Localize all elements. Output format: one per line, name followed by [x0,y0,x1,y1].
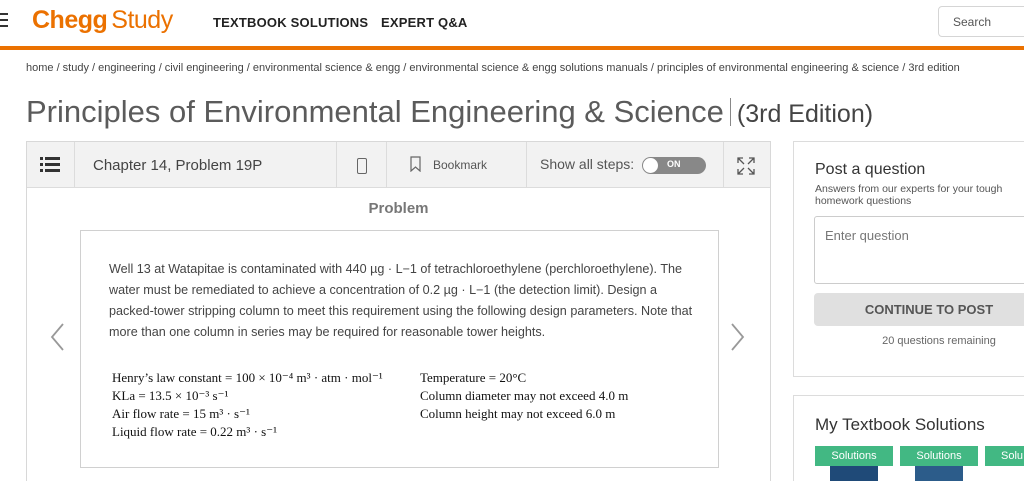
param-liquid-flow: Liquid flow rate = 0.22 m³ · s⁻¹ [112,424,277,439]
nav-textbook-solutions[interactable]: TEXTBOOK SOLUTIONS [213,15,369,30]
search-input[interactable]: Search [938,6,1024,37]
book-title: Principles of Environmental Engineering & Science [26,94,724,129]
my-textbook-solutions-card [793,395,1024,481]
param-henry: Henry’s law constant = 100 × 10⁻⁴ m³ · atm · mol⁻¹ [112,370,383,385]
solutions-tab[interactable]: Solu [985,446,1024,466]
list-icon [40,157,60,173]
post-question-card [793,141,1024,377]
questions-remaining-text: 20 questions remaining [882,335,996,347]
solutions-tab[interactable]: Solutions [815,446,893,466]
param-air-flow: Air flow rate = 15 m³ · s⁻¹ [112,406,250,421]
problem-statement-box [80,230,719,468]
breadcrumb[interactable]: home / study / engineering / civil engineering / environmental science & engg / environmental science & engg solutions manuals / principles of environmental engineering & science / 3rd edition [26,62,960,74]
header-divider [0,46,1024,50]
continue-to-post-button[interactable]: CONTINUE TO POST [814,293,1024,326]
show-steps-label: Show all steps: [540,156,635,172]
next-arrow-icon[interactable] [730,322,746,352]
logo-chegg: Chegg [32,6,108,34]
previous-arrow-icon[interactable] [49,322,65,352]
page-title [26,94,873,130]
questions-remaining [814,335,1024,347]
toggle-state: ON [667,159,681,169]
chapter-selector[interactable] [75,142,337,188]
param-column-diameter: Column diameter may not exceed 4.0 m [420,388,629,403]
my-textbook-solutions-title: My Textbook Solutions [815,415,985,434]
book-cover-thumbnail[interactable] [830,466,878,481]
top-bar [0,0,1024,46]
expand-icon [736,156,756,176]
bookmark-label: Bookmark [433,158,488,172]
bookmark-icon [410,156,421,172]
problem-heading: Problem [368,200,429,217]
bookmark-button[interactable] [387,142,527,188]
table-of-contents-button[interactable] [27,142,75,188]
question-input[interactable]: Enter question [814,216,1024,284]
problem-text: Well 13 at Watapitae is contaminated with 440 µg · L−1 of tetrachloroethylene (perchloroethylene). The water must be remediated to achieve a concentration of 0.2 µg · L−1 (the detection limit). Design a packed-tower stripping column to meet this requirement using the following design parameters. Note that more than one column in series may be required for reasonable tower heights. [109,262,693,339]
post-question-subtitle: Answers from our experts for your tough homework questions [815,183,1003,207]
design-parameters [112,369,629,441]
mobile-view-button[interactable] [337,142,387,188]
show-steps-toggle[interactable] [642,157,706,174]
expand-button[interactable] [724,142,770,188]
show-steps-group [527,142,724,188]
menu-icon[interactable] [0,13,8,27]
parameters-right [420,369,680,423]
book-edition: (3rd Edition) [736,100,874,128]
chegg-study-logo[interactable] [32,6,173,35]
book-cover-thumbnail[interactable] [915,466,963,481]
toggle-knob [643,158,658,173]
chapter-label: Chapter 14, Problem 19P [93,157,263,174]
problem-toolbar [27,142,770,188]
logo-study: Study [111,6,173,34]
title-separator [730,98,731,126]
nav-expert-qa[interactable]: EXPERT Q&A [381,15,468,30]
solutions-tab[interactable]: Solutions [900,446,978,466]
param-kla: KLa = 13.5 × 10⁻³ s⁻¹ [112,388,229,403]
problem-panel [26,141,771,481]
parameters-left [112,369,412,441]
post-question-title: Post a question [815,161,926,178]
mobile-icon [357,158,367,174]
param-temperature: Temperature = 20°C [420,370,527,385]
param-column-height: Column height may not exceed 6.0 m [420,406,616,421]
